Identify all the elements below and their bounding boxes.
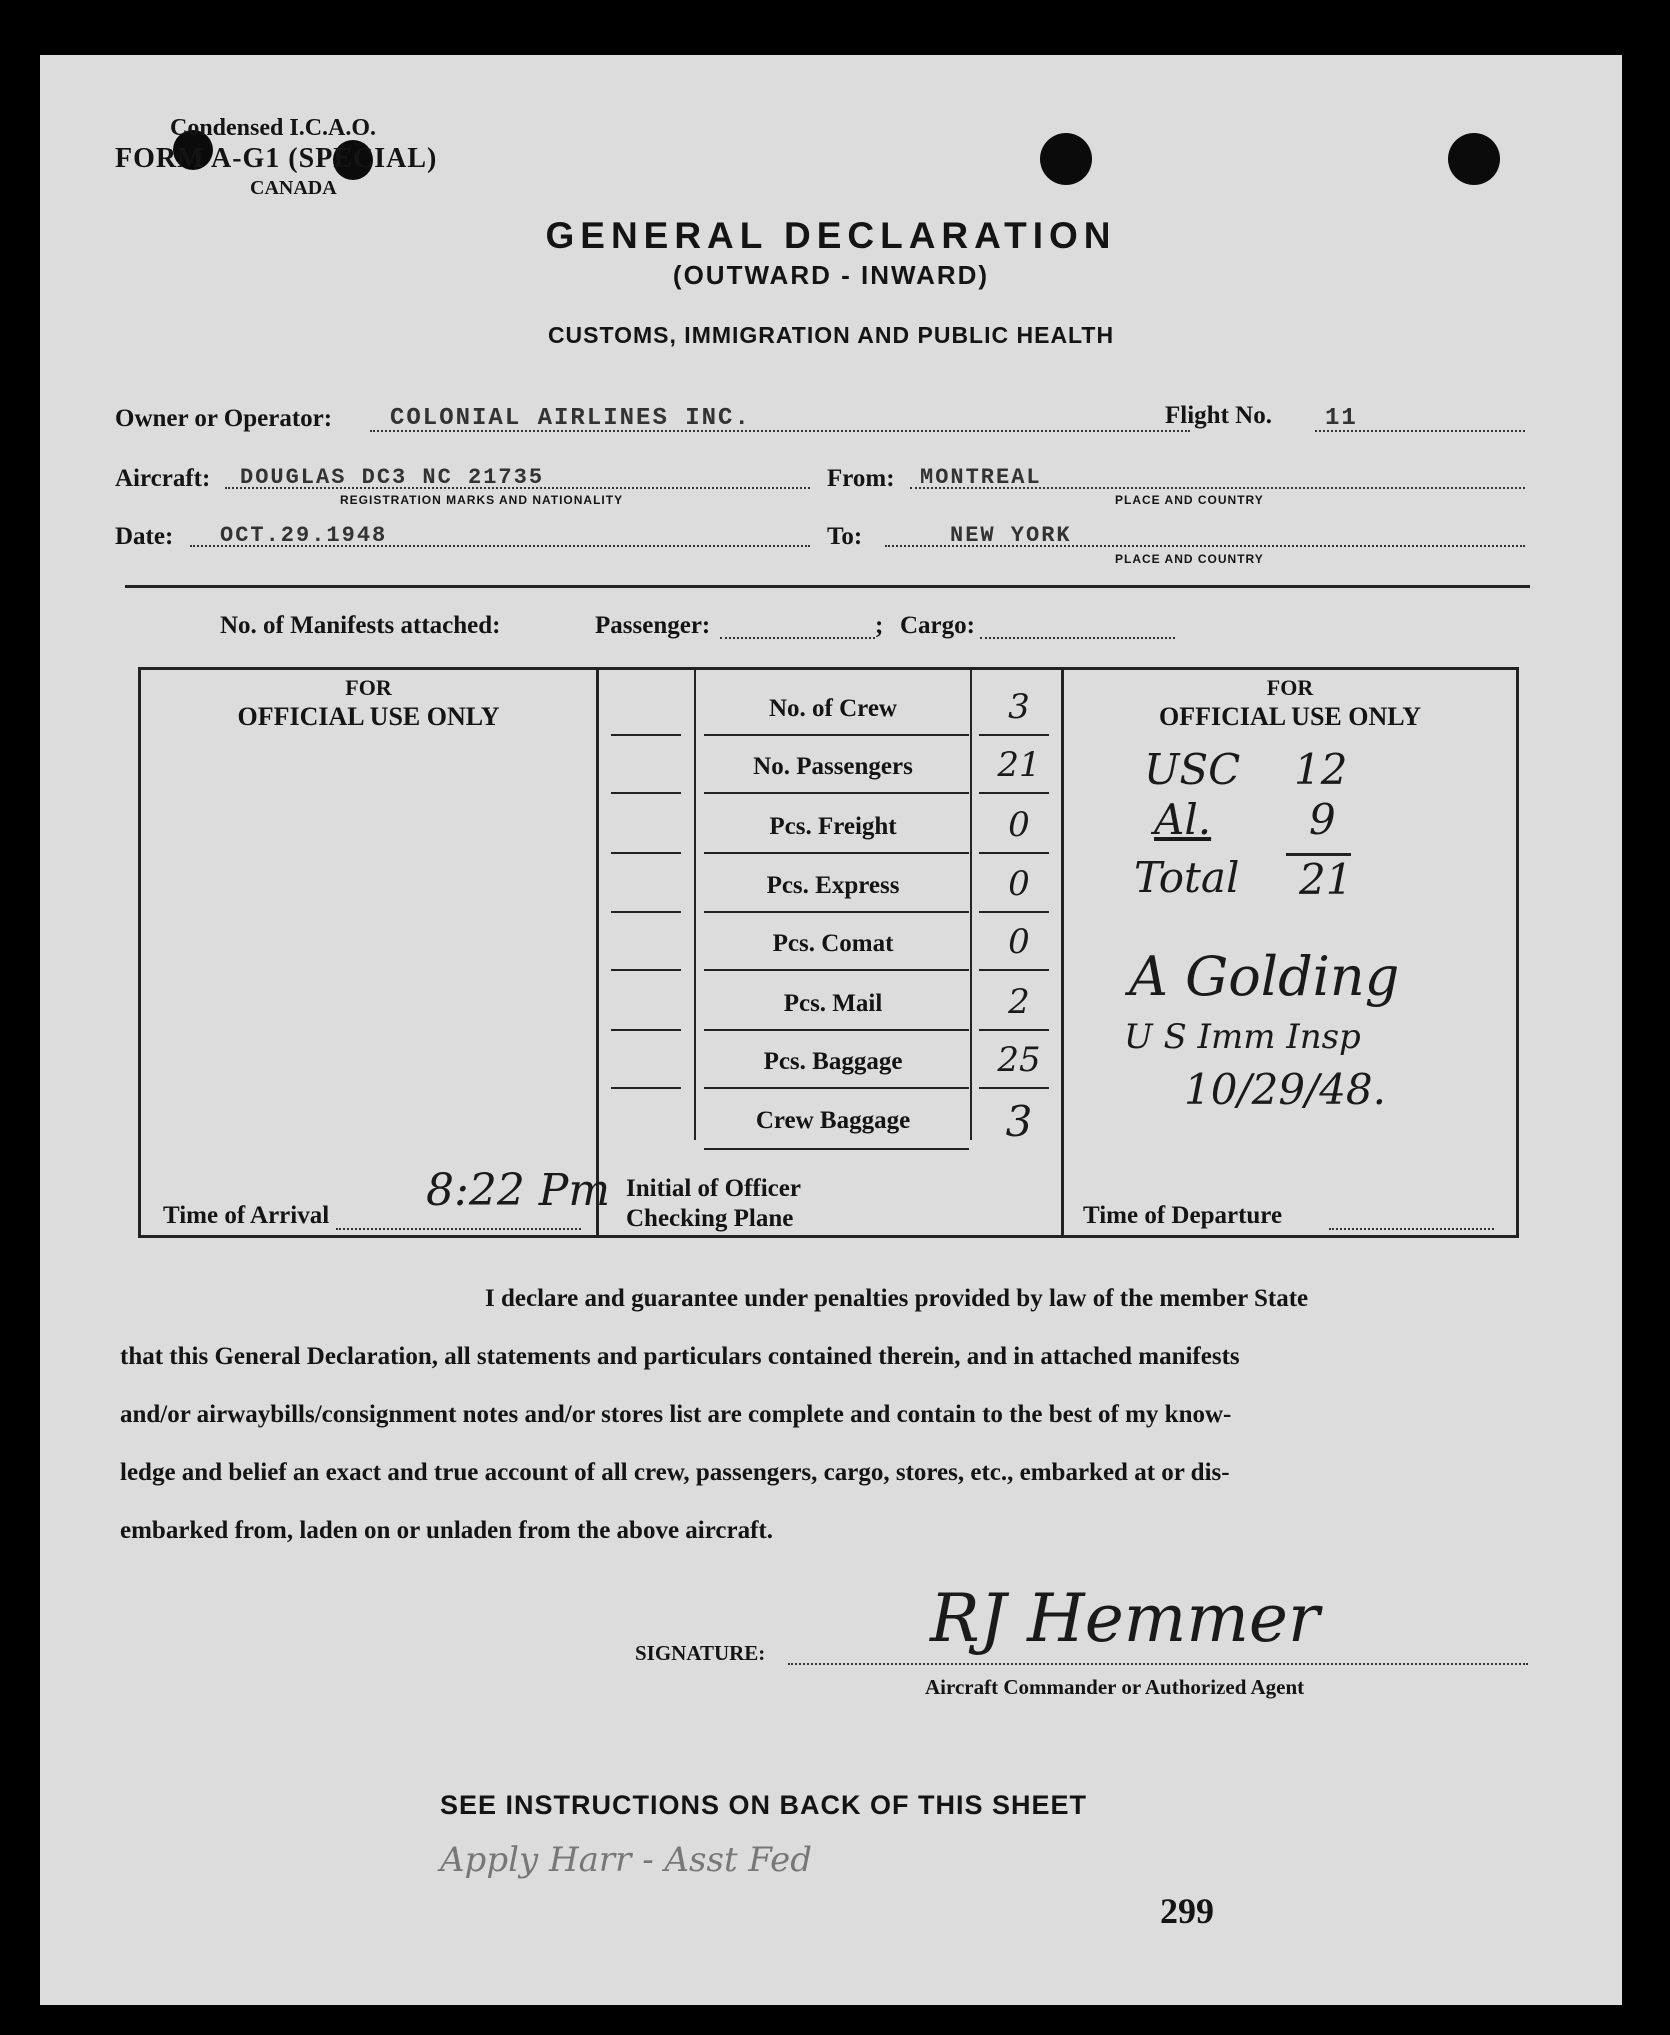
declaration-line-3: and/or airwaybills/consignment notes and/or stores list are complete and contain to the best of my know- [120,1401,1232,1428]
page-number: 299 [1160,1891,1214,1931]
arrival-value: 8:22 Pm [426,1165,611,1216]
row-value-passengers: 21 [997,745,1041,785]
form-line-1: Condensed I.C.A.O. [170,115,377,141]
from-label: From: [827,465,895,492]
officer-label-2: Checking Plane [626,1205,794,1232]
aircraft-caption: REGISTRATION MARKS AND NATIONALITY [340,493,624,507]
to-value: NEW YORK [950,523,1072,548]
declaration-line-5: embarked from, laden on or unladen from the above aircraft. [120,1517,773,1544]
form-line-2: FORM A-G1 (SPECIAL) [115,143,438,174]
official-notes [1064,745,1516,1175]
row-label-passengers: No. Passengers [753,753,913,780]
from-caption: PLACE AND COUNTRY [1115,493,1264,507]
form-page [40,55,1622,2005]
note-imm-insp: U S Imm Insp [1124,1017,1361,1057]
agencies-title: CUSTOMS, IMMIGRATION AND PUBLIC HEALTH [547,322,1115,348]
manifests-cargo-line [980,637,1175,639]
manifest-table [138,667,1519,1238]
left-official-heading-2: OFFICIAL USE ONLY [237,702,500,731]
row-label-express: Pcs. Express [766,872,900,899]
note-al: Al. [1154,795,1212,844]
owner-label: Owner or Operator: [115,405,333,432]
note-usc-count: 12 [1294,745,1348,794]
row-value-comat: 0 [1008,922,1030,962]
aircraft-label: Aircraft: [115,465,211,492]
row-value-freight: 0 [1008,805,1030,845]
officer-signature: A Golding [1129,945,1400,1008]
row-label-freight: Pcs. Freight [769,813,897,840]
instructions-note: SEE INSTRUCTIONS ON BACK OF THIS SHEET [440,1790,1088,1820]
arrival-label: Time of Arrival [163,1202,330,1229]
departure-line [1329,1228,1494,1230]
flight-value: 11 [1325,405,1358,432]
punch-hole [1448,133,1500,185]
row-label-crew-baggage: Crew Baggage [755,1107,911,1134]
note-usc: USC [1144,745,1241,794]
row-label-comat: Pcs. Comat [772,930,894,957]
note-total-count: 21 [1299,855,1353,904]
row-value-crew: 3 [1008,687,1030,727]
page-title: GENERAL DECLARATION [545,215,1117,256]
row-value-mail: 2 [1008,982,1030,1022]
arrival-line [336,1228,581,1230]
row-label-crew: No. of Crew [769,695,897,722]
manifests-passenger-line [720,637,875,639]
note-total: Total [1134,853,1240,902]
to-caption: PLACE AND COUNTRY [1115,552,1264,566]
left-official-heading-1: FOR [345,675,392,700]
declaration-line-1: I declare and guarantee under penalties provided by law of the member State [485,1285,1309,1312]
manifests-cargo-label: Cargo: [900,612,975,639]
signature-line [788,1663,1528,1665]
from-value: MONTREAL [920,465,1042,490]
aircraft-value: DOUGLAS DC3 NC 21735 [240,465,545,490]
date-label: Date: [115,523,174,550]
flight-label: Flight No. [1165,402,1272,429]
page-subtitle: (OUTWARD - INWARD) [672,260,990,290]
punch-hole [1040,133,1092,185]
handwritten-note: Apply Harr - Asst Fed [440,1840,813,1880]
officer-label-1: Initial of Officer [626,1175,801,1202]
header-divider [125,585,1530,588]
row-value-crew-baggage: 3 [1005,1097,1033,1146]
commander-signature: RJ Hemmer [930,1580,1320,1657]
signature-label: SIGNATURE: [635,1641,766,1665]
manifests-label: No. of Manifests attached: [220,612,501,639]
manifests-passenger-label: Passenger: [595,612,711,639]
note-al-count: 9 [1309,795,1336,844]
signature-caption: Aircraft Commander or Authorized Agent [925,1675,1305,1699]
manifests-separator: ; [875,612,884,639]
row-value-baggage: 25 [997,1040,1041,1080]
declaration-line-2: that this General Declaration, all statements and particulars contained therein, and in attached manifests [120,1343,1240,1370]
date-value: OCT.29.1948 [220,523,388,548]
right-official-heading-2: OFFICIAL USE ONLY [1159,702,1421,731]
form-line-3: CANADA [250,177,337,199]
right-official-heading-1: FOR [1266,675,1314,700]
declaration-line-4: ledge and belief an exact and true account of all crew, passengers, cargo, stores, etc., embarked at or dis- [120,1459,1230,1486]
row-label-baggage: Pcs. Baggage [763,1048,903,1075]
to-label: To: [827,523,863,550]
owner-value: COLONIAL AIRLINES INC. [390,405,751,432]
row-value-express: 0 [1008,864,1030,904]
row-label-mail: Pcs. Mail [783,990,883,1017]
departure-label: Time of Departure [1083,1202,1283,1229]
note-date: 10/29/48. [1184,1065,1386,1114]
